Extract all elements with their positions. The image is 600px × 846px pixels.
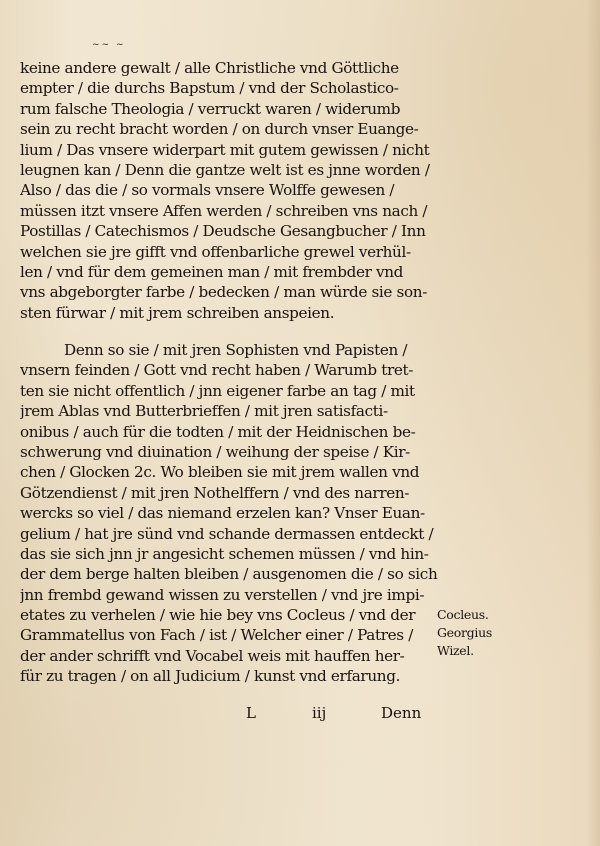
text-line: lium / Das vnsere widerpart mit gutem gewissen / nicht [20,140,430,159]
text-line: empter / die durchs Bapstum / vnd der Scholastico- [20,79,399,98]
text-line: der dem berge halten bleiben / ausgenomen die / so sich [20,565,438,584]
text-line: Grammatellus von Fach / ist / Welcher einer / Patres / [20,626,413,645]
header-mark: ~~ ~ [92,40,126,50]
text-line: leugnen kan / Denn die gantze welt ist es jnne worden / [20,160,430,179]
text-line: chen / Glocken 2c. Wo bleiben sie mit jrem wallen vnd [20,463,420,482]
margin-note: Wizel. [437,643,474,658]
text-line: rum falsche Theologia / verruckt waren / widerumb [20,99,401,118]
text-line: für zu tragen / on all Judicium / kunst vnd erfarung. [20,667,401,686]
text-line: wercks so viel / das niemand erzelen kan? Vnser Euan- [20,504,425,523]
text-line: sein zu recht bracht worden / on durch vnser Euange- [20,120,419,139]
text-line: ten sie nicht offentlich / jnn eigener farbe an tag / mit [20,381,415,400]
text-line: das sie sich jnn jr angesicht schemen müssen / vnd hin- [20,544,429,563]
text-line-indented: Denn so sie / mit jren Sophisten vnd Papisten / [64,341,408,359]
text-line: schwerung vnd diuination / weihung der speise / Kir- [20,442,410,461]
page-footer [0,704,600,728]
text-line: müssen itzt vnsere Affen werden / schreiben vns nach / [20,201,428,220]
text-line: der ander schrifft vnd Vocabel weis mit hauffen her- [20,646,405,665]
margin-note: Cocleus. [437,607,489,622]
text-line: gelium / hat jre sünd vnd schande dermassen entdeckt / [20,524,434,543]
text-line: vns abgeborgter farbe / bedecken / man würde sie son- [20,283,427,302]
text-line: jnn frembd gewand wissen zu verstellen / vnd jre impi- [20,585,425,604]
text-line: vnsern feinden / Gott vnd recht haben / Warumb tret- [20,361,414,380]
margin-notes [437,606,511,660]
margin-note: Georgius [437,625,492,640]
folio-number: iij [312,704,327,722]
text-line: Postillas / Catechismos / Deudsche Gesangbucher / Inn [20,222,426,241]
text-line: jrem Ablas vnd Butterbrieffen / mit jren satisfacti- [20,402,388,421]
signature-mark: L [246,704,256,722]
paragraph-2 [20,340,450,687]
paragraph-1 [20,58,450,323]
text-line: onibus / auch für die todten / mit der Heidnischen be- [20,422,416,441]
catchword: Denn [381,704,422,722]
text-line: len / vnd für dem gemeinen man / mit frembder vnd [20,262,403,281]
text-line: welchen sie jre gifft vnd offenbarliche grewel verhül- [20,242,411,261]
text-line: Also / das die / so vormals vnsere Wolffe gewesen / [20,181,395,200]
text-line: keine andere gewalt / alle Christliche vnd Göttliche [20,59,399,77]
text-line: sten fürwar / mit jrem schreiben anspeien. [20,303,335,322]
text-line: etates zu verhelen / wie hie bey vns Cocleus / vnd der [20,606,416,625]
text-line: Götzendienst / mit jren Nothelffern / vnd des narren- [20,483,410,502]
